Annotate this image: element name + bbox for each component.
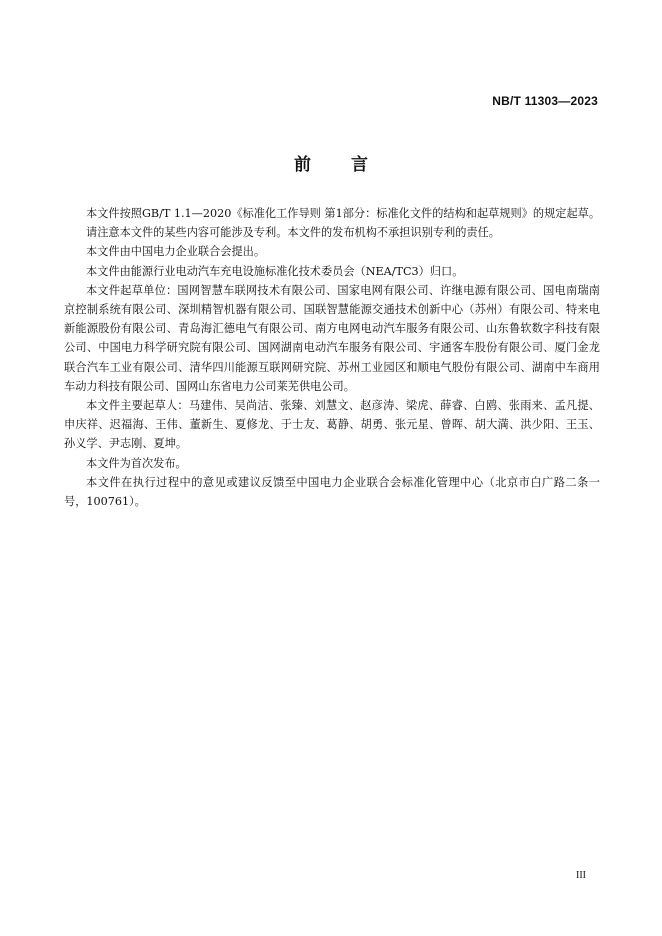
paragraph-proposer: 本文件由中国电力企业联合会提出。 <box>86 245 266 259</box>
page-number: III <box>576 870 586 881</box>
standard-code: NB/T 11303—2023 <box>492 94 598 108</box>
paragraph-drafting-organizations: 本文件起草单位：国网智慧车联网技术有限公司、国家电网有限公司、许继电源有限公司、国电南瑞南京控制系统有限公司、深圳精智机器有限公司、国联智慧能源交通技术创新中心（苏州）有限公司、特来电新能源股份有限公司、青岛海汇德电气有限公司、南方电网电动汽车服务有限公司、山东鲁软数字科技有限公司、中国电力科学研究院有限公司、国网湖南电动汽车服务有限公司、宇通客车股份有限公司、厦门金龙联合汽车工业有限公司、清华四川能源互联网研究院、苏州工业园区和顺电气股份有限公司、湖南中车商用车动力科技有限公司、国网山东省电力公司莱芜供电公司。 <box>64 283 600 393</box>
paragraph-drafting-rules: 本文件按照GB/T 1.1—2020《标准化工作导则 第1部分：标准化文件的结构和起草规则》的规定起草。 <box>86 207 601 220</box>
page-title: 前 言 <box>294 155 368 175</box>
paragraph-drafters: 本文件主要起草人：马建伟、吴尚洁、张臻、刘慧文、赵彦涛、梁虎、薛睿、白鸥、张雨来、孟凡提、申庆祥、迟福海、王伟、董新生、夏修龙、于士友、葛静、胡勇、张元星、曾晖、胡大満、洪少阳、王玉、孙义学、尹志刚、夏坤。 <box>64 399 600 451</box>
paragraph-feedback-contact: 本文件在执行过程中的意见或建议反馈至中国电力企业联合会标准化管理中心（北京市白广路二条一号，100761）。 <box>64 475 600 509</box>
paragraph-patent-notice: 请注意本文件的某些内容可能涉及专利。本文件的发布机构不承担识别专利的责任。 <box>86 226 500 240</box>
foreword-body <box>64 204 600 511</box>
paragraph-responsible-committee: 本文件由能源行业电动汽车充电设施标准化技术委员会（NEA/TC3）归口。 <box>86 264 464 278</box>
paragraph-first-release: 本文件为首次发布。 <box>86 456 187 470</box>
